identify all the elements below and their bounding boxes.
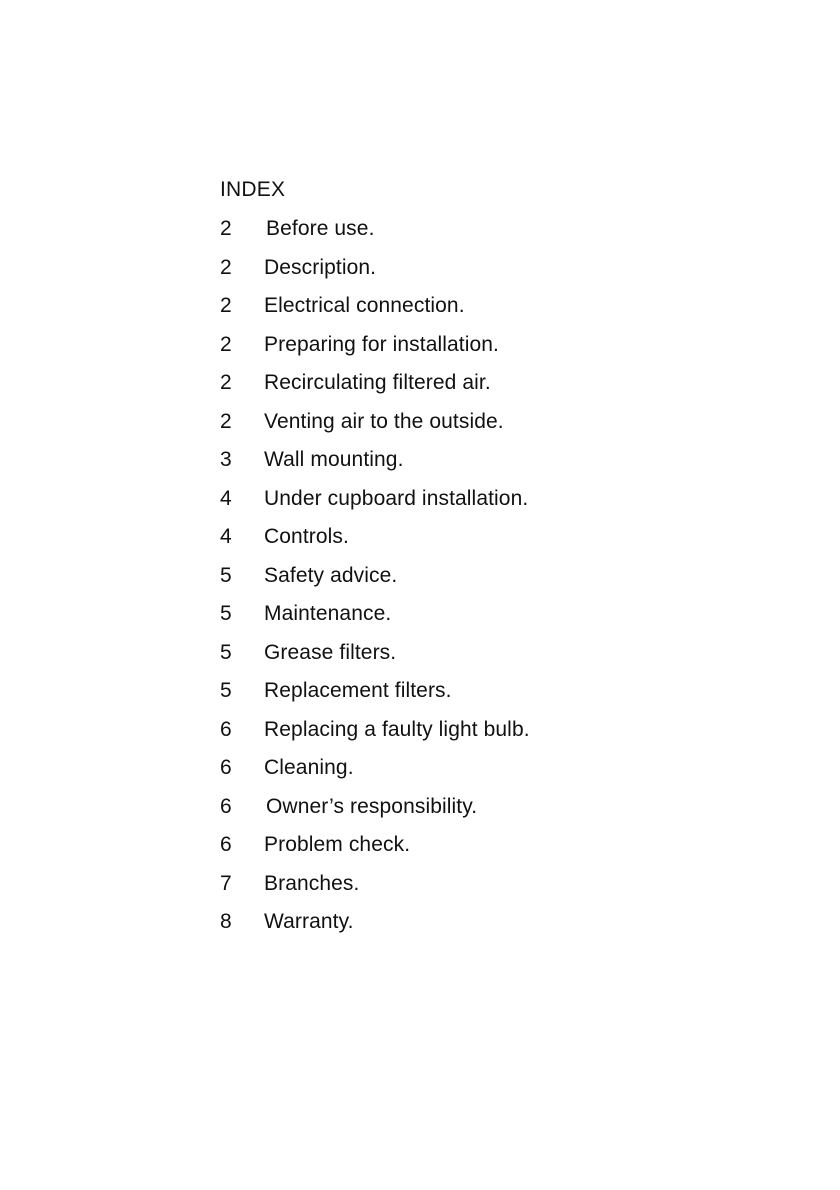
index-entry bbox=[220, 711, 640, 750]
index-entry-page: 2 bbox=[220, 217, 232, 240]
index-entry-title: Recirculating filtered air. bbox=[264, 371, 491, 394]
index-entry-page: 5 bbox=[220, 563, 232, 587]
index-entry-page: 5 bbox=[220, 602, 232, 625]
index-entry-page: 7 bbox=[220, 871, 232, 895]
index-entry bbox=[220, 364, 640, 403]
index-entry-title: Venting air to the outside. bbox=[264, 409, 504, 433]
index-entry bbox=[220, 557, 640, 596]
index-entry-title: Preparing for installation. bbox=[264, 332, 499, 356]
index-entry bbox=[220, 749, 640, 788]
index-entry-title: Replacing a faulty light bulb. bbox=[264, 717, 530, 741]
index-entry-page: 2 bbox=[220, 371, 232, 394]
index-entry-title: Description. bbox=[264, 255, 377, 279]
index-entry bbox=[220, 403, 640, 442]
index-entry-title: Safety advice. bbox=[264, 563, 398, 587]
index-entry-title: Under cupboard installation. bbox=[264, 486, 529, 510]
index-entry bbox=[220, 634, 640, 673]
index-entry bbox=[220, 326, 640, 365]
index-entry-title: Cleaning. bbox=[264, 756, 354, 779]
index-entry bbox=[220, 865, 640, 904]
index-entry-page: 5 bbox=[220, 640, 232, 664]
index-entry-page: 4 bbox=[220, 486, 232, 510]
index-entry-page: 6 bbox=[220, 756, 232, 779]
index-entry bbox=[220, 249, 640, 288]
index-entry-page: 6 bbox=[220, 794, 232, 818]
index-section bbox=[220, 172, 640, 942]
index-entry bbox=[220, 210, 640, 249]
index-entry bbox=[220, 903, 640, 942]
index-entry-title: Replacement filters. bbox=[264, 679, 452, 702]
index-entry bbox=[220, 287, 640, 326]
index-entry-title: Controls. bbox=[264, 525, 349, 548]
index-list bbox=[220, 210, 640, 942]
index-heading: INDEX bbox=[220, 178, 286, 201]
index-entry-page: 8 bbox=[220, 910, 232, 933]
index-entry-title: Electrical connection. bbox=[264, 294, 465, 317]
index-entry-page: 2 bbox=[220, 294, 232, 317]
index-entry-page: 2 bbox=[220, 332, 232, 356]
index-entry bbox=[220, 595, 640, 634]
index-entry-page: 3 bbox=[220, 448, 232, 471]
index-entry bbox=[220, 788, 640, 827]
index-entry-title: Wall mounting. bbox=[264, 448, 404, 471]
index-entry-page: 6 bbox=[220, 717, 232, 741]
index-entry-title: Warranty. bbox=[264, 910, 354, 933]
index-entry-title: Owner’s responsibility. bbox=[266, 794, 478, 818]
index-entry bbox=[220, 672, 640, 711]
index-entry-title: Before use. bbox=[266, 217, 375, 240]
index-entry bbox=[220, 826, 640, 865]
index-entry-page: 4 bbox=[220, 525, 232, 548]
index-entry-page: 2 bbox=[220, 409, 232, 433]
index-entry-page: 2 bbox=[220, 255, 232, 279]
index-entry-title: Maintenance. bbox=[264, 602, 392, 625]
index-entry bbox=[220, 518, 640, 557]
index-entry bbox=[220, 480, 640, 519]
index-entry-title: Problem check. bbox=[264, 833, 411, 856]
index-entry-title: Grease filters. bbox=[264, 640, 397, 664]
index-entry bbox=[220, 441, 640, 480]
index-entry-title: Branches. bbox=[264, 871, 360, 895]
index-entry-page: 5 bbox=[220, 679, 232, 702]
index-entry-page: 6 bbox=[220, 833, 232, 856]
